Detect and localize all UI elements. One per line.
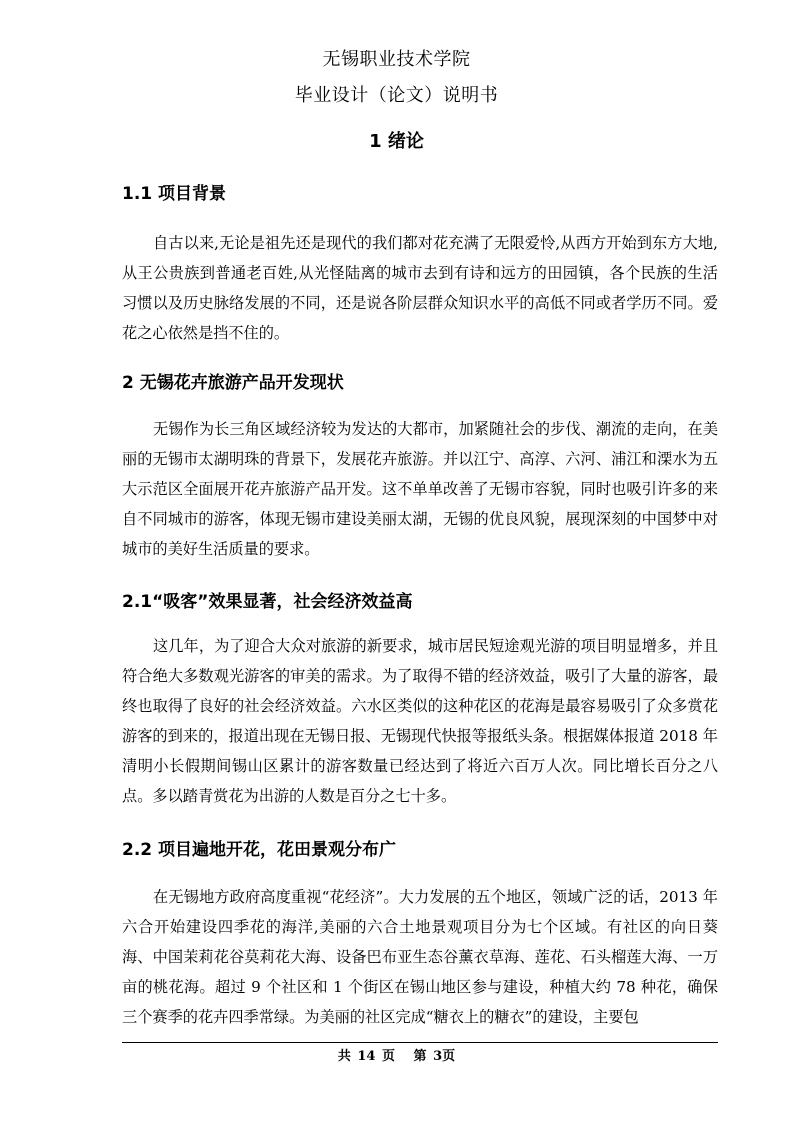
section-heading-2-2: 2.2 项目遍地开花，花田景观分布广 (122, 840, 397, 860)
section-heading-2-1: 2.1“吸客”效果显著，社会经济效益高 (122, 592, 413, 612)
section-paragraph-2-1: 这几年，为了迎合大众对旅游的新要求，城市居民短途观光游的项目明显增多，并且符合绝大多数观光游客的审美的需求。为了取得不错的经济效益，吸引了大量的游客，最终也取得了良好的社会经济效益。六水区类似的这种花区的花海是最容易吸引了众多赏花游客的到来的，报道出现在无锡日报、无锡现代快报等报纸头条。根据媒体报道 2018 年清明小长假期间锡山区累计的游客数量已经达到了将近六百万人次。同比增长百分之八点。多以踏青赏花为出游的人数是百分之七十多。 (122, 637, 718, 805)
total-pages: 共 14 页 (337, 1049, 396, 1064)
section-paragraph-2-2: 在无锡地方政府高度重视“花经济”。大力发展的五个地区，领域广泛的话，2013 年六合开始建设四季花的海洋,美丽的六合土地景观项目分为七个区域。有社区的向日葵海、中国茉莉花谷莫莉花大海、设备巴布亚生态谷薰衣草海、莲花、石头榴莲大海、一万亩的桃花海。超过 9 个社区和 1 个街区在锡山地区参与建设，种植大约 78 种花，确保三个赛季的花卉四季常绿。为美丽的社区完成“糖衣上的糖衣”的建设，主要包 (122, 888, 718, 1026)
section-heading-1-1: 1.1 项目背景 (122, 184, 227, 204)
section-paragraph-1-1: 自古以来,无论是祖先还是现代的我们都对花充满了无限爱怜,从西方开始到东方大地,从王公贵族到普通老百姓,从光怪陆离的城市去到有诗和远方的田园镇，各个民族的生活习惯以及历史脉络发展的不同，还是说各阶层群众知识水平的高低不同或者学历不同。爱花之心依然是挡不住的。 (122, 234, 718, 342)
school-name: 无锡职业技术学院 (322, 49, 471, 70)
section-heading-2: 2 无锡花卉旅游产品开发现状 (122, 373, 344, 393)
chapter-title: 1 绪论 (369, 131, 424, 152)
footer-divider (122, 1042, 718, 1043)
page-footer (0, 1048, 793, 1066)
document-type: 毕业设计（论文）说明书 (294, 85, 499, 106)
section-paragraph-2: 无锡作为长三角区域经济较为发达的大都市，加紧随社会的步伐、潮流的走向，在美丽的无锡市太湖明珠的背景下，发展花卉旅游。并以江宁、高淳、六河、浦江和溧水为五大示范区全面展开花卉旅游产品开发。这不单单改善了无锡市容貌，同时也吸引许多的来自不同城市的游客，体现无锡市建设美丽太湖，无锡的优良风貌，展现深刻的中国梦中对城市的美好生活质量的要求。 (122, 420, 718, 558)
current-page: 第 3页 (413, 1049, 456, 1064)
